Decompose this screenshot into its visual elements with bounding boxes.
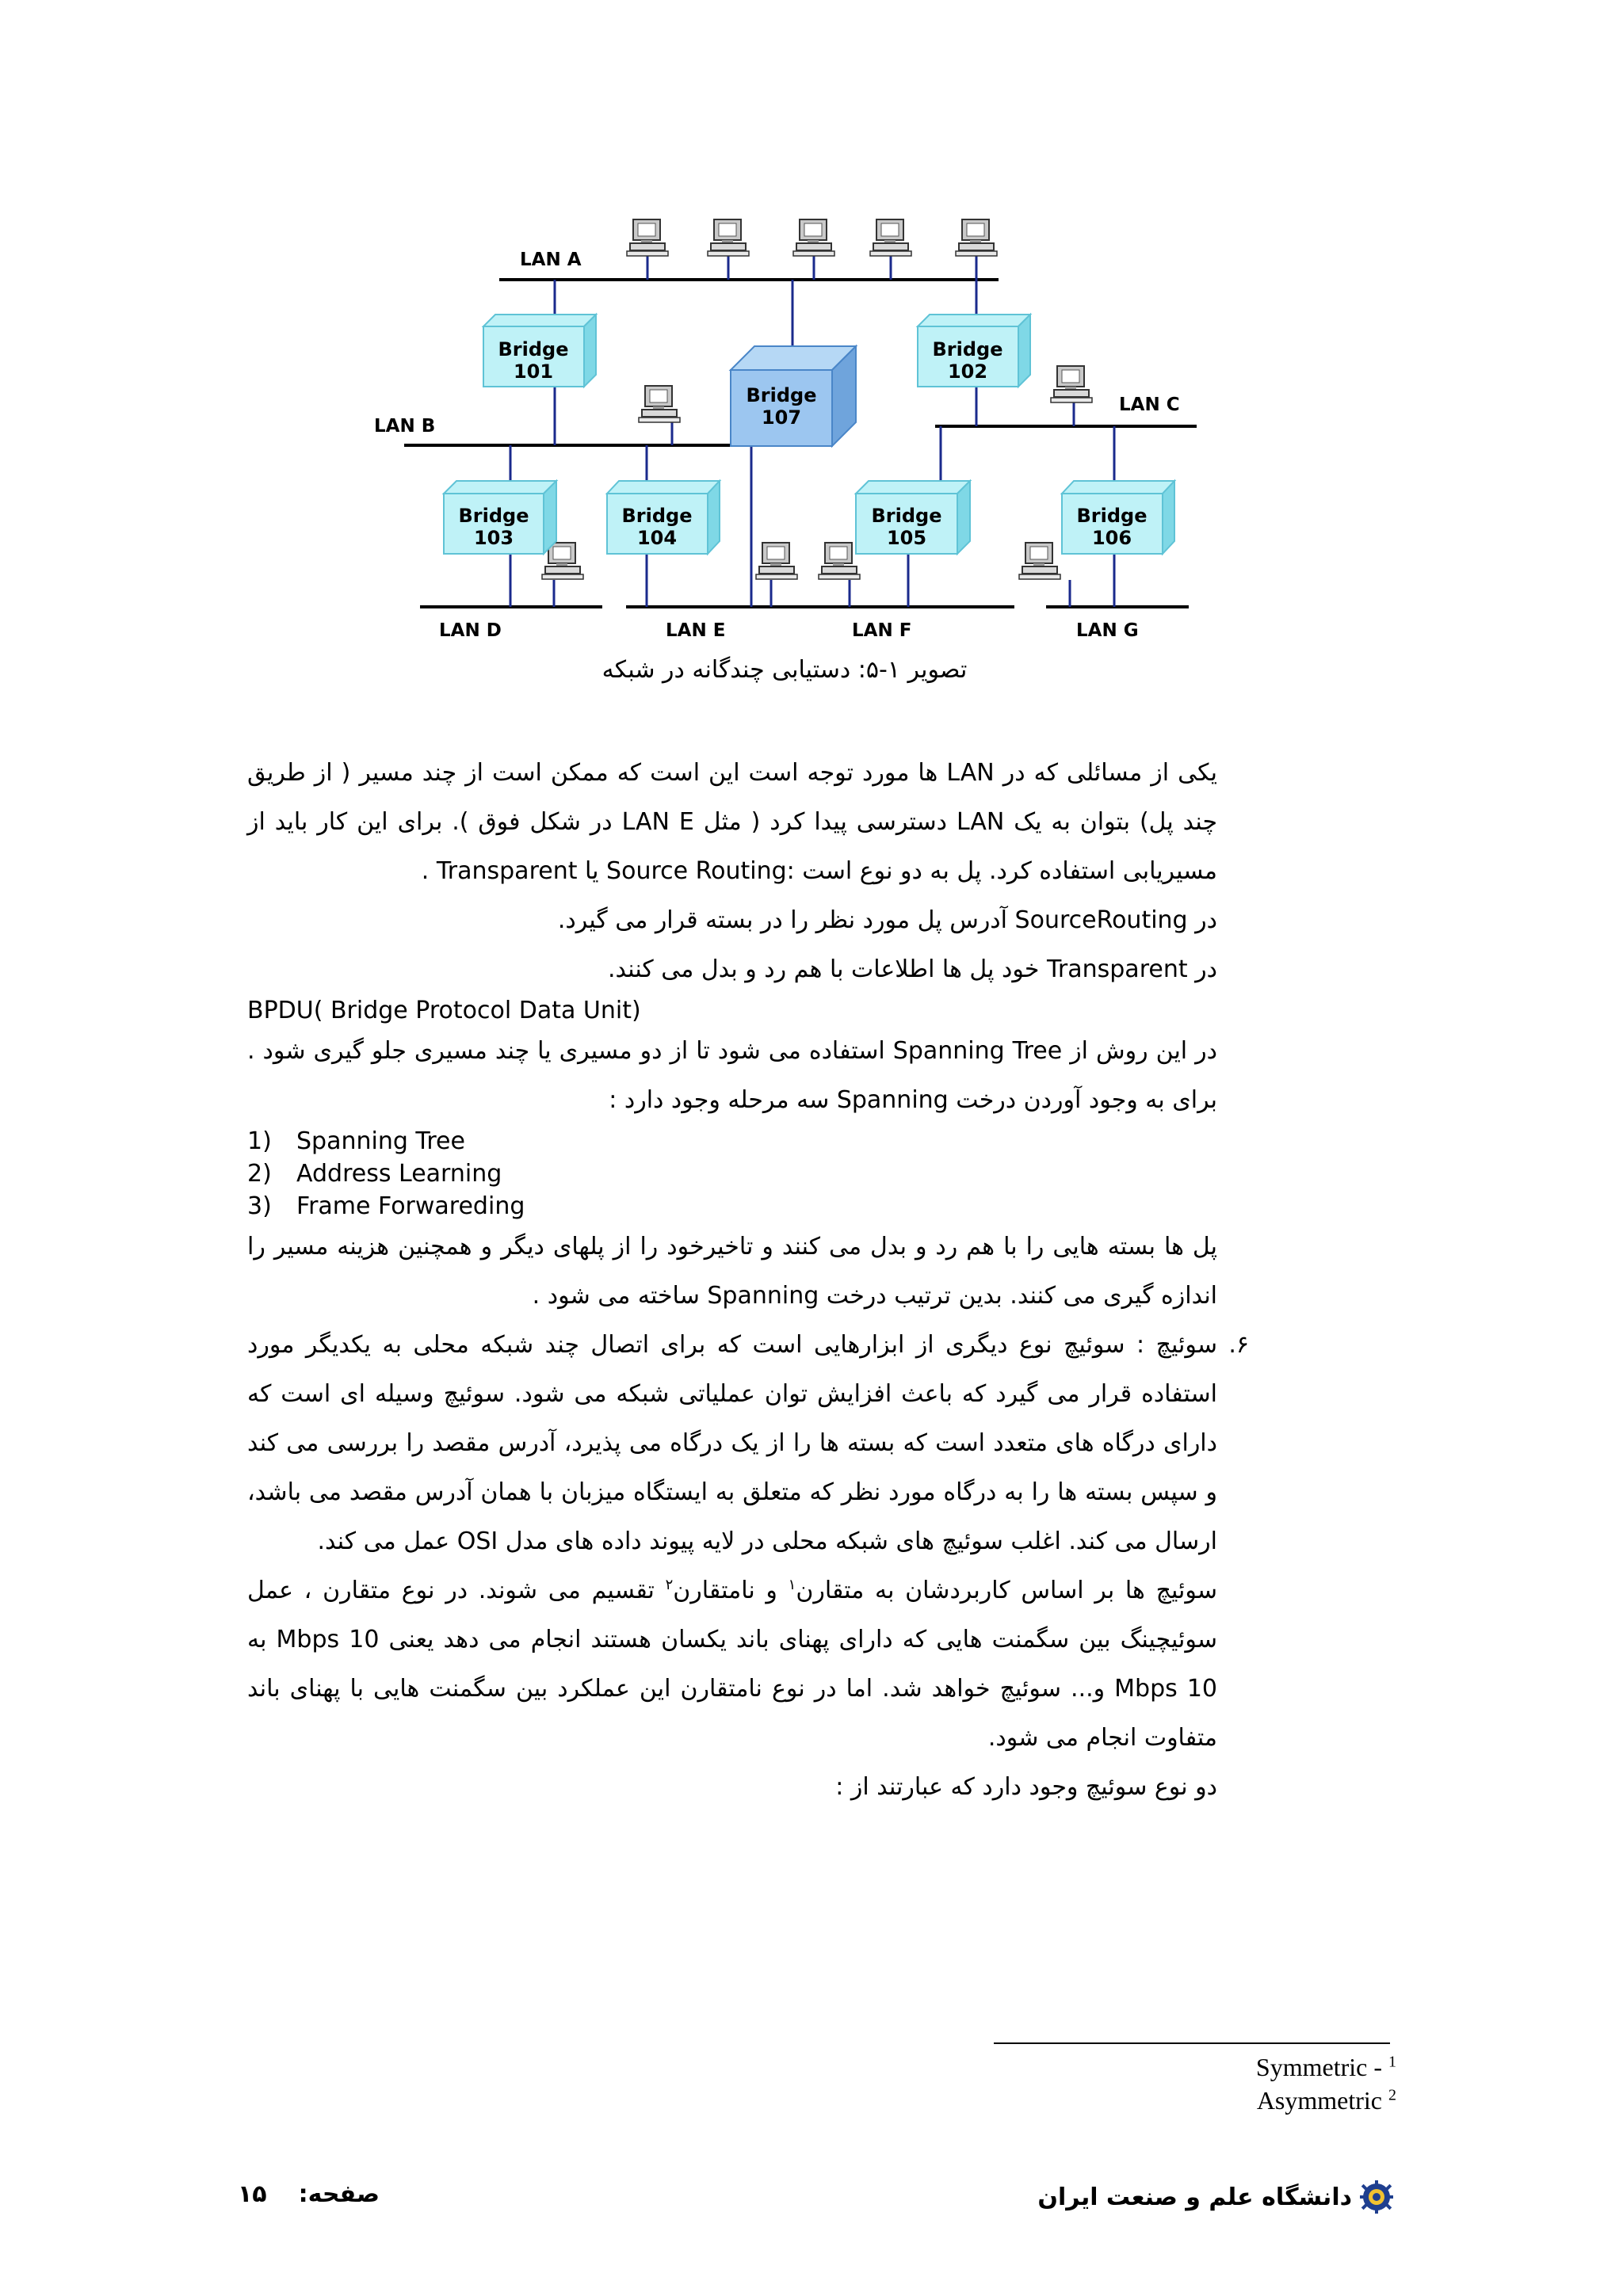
footnote: Asymmetric $^2$ [1256, 2086, 1396, 2115]
list-item: 3) Frame Forwareding [247, 1192, 525, 1220]
page-number-value: ۱۵ [238, 2180, 267, 2208]
figure-caption: تصویر ۱-۵: دستیابی چندگانه در شبکه [601, 656, 968, 684]
bridge-number: 104 [636, 527, 678, 549]
lan-g-label: LAN G [1076, 620, 1139, 641]
paragraph: در این روش از Spanning Tree استفاده می شود تا از دو مسیری یا چند مسیری جلو گیری شود . برای به وجود آوردن درخت Spanning سه مرحله وجود دارد : [247, 1037, 1217, 1114]
computer-icon [756, 543, 797, 579]
bridge-number: 102 [947, 360, 988, 383]
computer-icon [708, 219, 749, 256]
computer-icon [956, 219, 997, 256]
paragraph: در Transparent خود پل ها اطلاعات با هم رد و بدل می کنند. [608, 955, 1217, 983]
university-logo-icon [1360, 2180, 1393, 2214]
bridge-101 [483, 315, 596, 387]
numbered-item-6: ۶. سوئیچ : سوئیچ نوع دیگری از ابزارهایی است که برای اتصال چند شبکه محلی به یکدیگر مورد استفاده قرار می گیرد که باعث افزایش توان عملیاتی شبکه می شود. سوئیچ وسیله ای است که دارای درگاه های متعدد است که بسته ها را از یک درگاه می پذیرد، آدرس مقصد را بررسی می کند و سپس بسته ها را به درگاه مورد نظر که متعلق به ایستگاه میزبان با همان آدرس مقصد می باشد، ارسال می کند. اغلب سوئیچ های شبکه محلی در لایه پیوند داده های مدل OSI عمل می کند. [247, 1321, 1217, 1566]
bridge-number: 101 [513, 360, 554, 383]
paragraph: دو نوع سوئیچ وجود دارد که عبارتند از : [835, 1773, 1217, 1801]
footnote-divider [994, 2042, 1390, 2044]
paragraph: یکی از مسائلی که در LAN ها مورد توجه است این است که ممکن است از چند مسیر ( از طریق چند پل) بتوان به یک LAN دسترسی پیدا کرد ( مثل LAN E در شکل فوق ). برای این کار باید از مسیریابی استفاده کرد. پل به دو نوع است :Source Routing یا Transparent . [247, 759, 1218, 885]
bridge-number: 103 [473, 527, 514, 549]
lan-b-label: LAN B [374, 416, 436, 437]
steps-list [247, 1125, 1217, 1222]
page-number [238, 2180, 380, 2208]
paragraph: در SourceRouting آدرس پل مورد نظر را در بسته قرار می گیرد. [557, 906, 1217, 934]
bridge-label: Bridge [871, 505, 942, 527]
lan-f-label: LAN F [852, 620, 912, 641]
item-number: ۶. [1228, 1331, 1249, 1359]
bridge-106 [1062, 481, 1174, 554]
lan-d-label: LAN D [439, 620, 502, 641]
lan-c-label: LAN C [1119, 395, 1180, 415]
page-label: صفحه: [298, 2180, 380, 2208]
computer-icon [870, 219, 911, 256]
list-item: 2) Address Learning [247, 1160, 502, 1188]
computer-icon [819, 543, 860, 579]
lan-a-label: LAN A [520, 250, 582, 270]
footnote-ref: ۲ [665, 1577, 674, 1593]
computer-icon [793, 219, 834, 256]
bridge-label: Bridge [746, 384, 817, 406]
bridge-number: 105 [886, 527, 927, 549]
bpdu-heading: BPDU( Bridge Protocol Data Unit) [247, 997, 641, 1024]
bridge-label: Bridge [498, 338, 569, 360]
paragraph: سوئیچ ها بر اساس کاربردشان به متقارن$^۱$ و نامتقارن$^۲$ تقسیم می شوند. در نوع متقارن ، عمل سوئیچینگ بین سگمنت هایی که دارای پهنای باند یکسان هستند انجام می دهد یعنی 10 Mbps به 10 Mbps و... سوئیچ خواهد شد. اما در نوع نامتقارن این عملکرد بین سگمنت هایی با پهنای باند متفاوت انجام می شود. [247, 1577, 1217, 1752]
paragraph: پل ها بسته هایی را با هم رد و بدل می کنند و تاخیرخود را از پلهای دیگر و همچنین هزینه مسیر را اندازه گیری می کنند. بدین ترتیب درخت Spanning ساخته می شود . [247, 1233, 1217, 1310]
bridge-105 [856, 481, 970, 554]
footnotes [1189, 2050, 1396, 2117]
bridge-102 [918, 315, 1030, 387]
bridge-label: Bridge [458, 505, 529, 527]
bridge-label: Bridge [621, 505, 693, 527]
computer-icon [627, 219, 668, 256]
bridge-label: Bridge [1076, 505, 1148, 527]
network-diagram [365, 202, 1205, 654]
university-name: دانشگاه علم و صنعت ایران [1037, 2183, 1352, 2211]
bridge-number: 107 [761, 406, 802, 429]
bridge-103 [444, 481, 556, 554]
main-text [247, 749, 1249, 1812]
lan-e-label: LAN E [666, 620, 726, 641]
bridge-107 [731, 346, 856, 446]
list-item: 1) Spanning Tree [247, 1127, 465, 1155]
university-footer [1037, 2180, 1393, 2214]
computer-icon [639, 386, 680, 422]
bridge-number: 106 [1091, 527, 1132, 549]
computer-icon [1019, 543, 1060, 579]
computer-icon [1051, 366, 1092, 402]
bridge-104 [607, 481, 720, 554]
footnote: Symmetric - $^1$ [1255, 2053, 1396, 2081]
bridge-label: Bridge [932, 338, 1003, 360]
footnote-ref: ۱ [788, 1577, 796, 1593]
